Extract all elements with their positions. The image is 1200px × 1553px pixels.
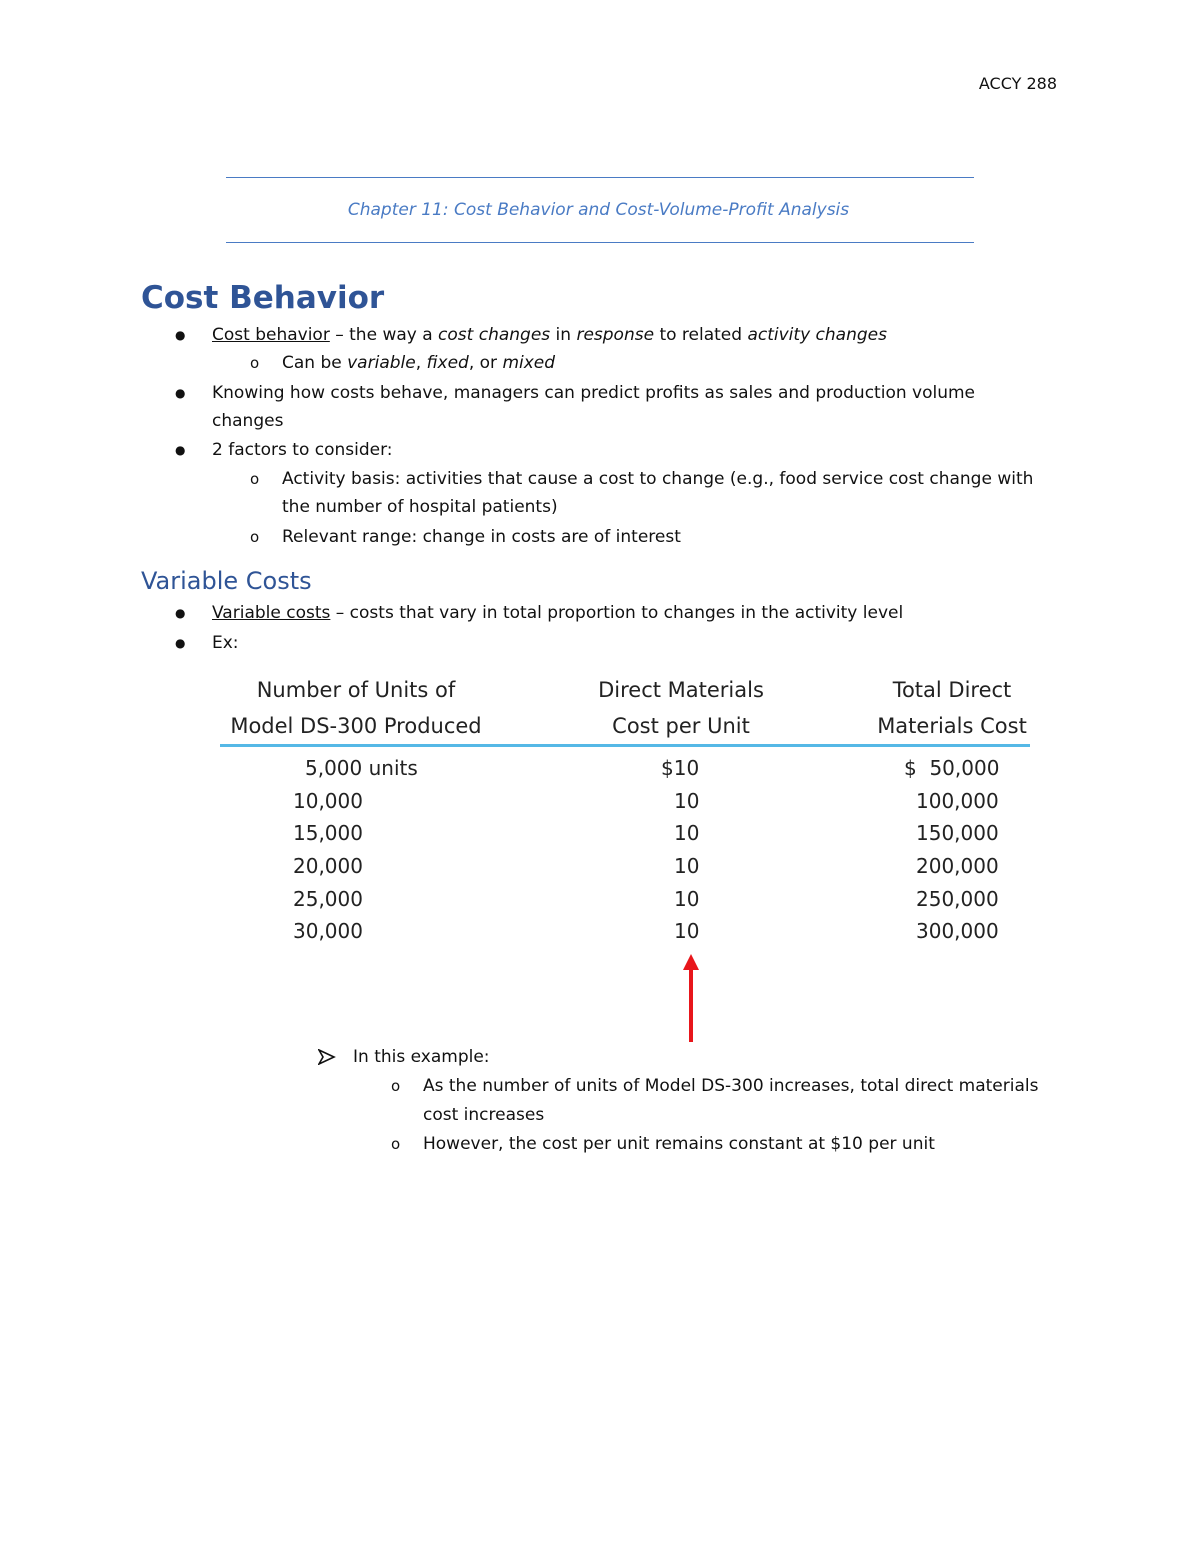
table-cell: 30,000 — [293, 919, 363, 943]
sub-bullet-icon: o — [250, 470, 260, 488]
section-heading-variable-costs: Variable Costs — [141, 567, 312, 595]
bullet-icon: ● — [175, 328, 186, 342]
bullet-ex: Ex: — [212, 633, 239, 653]
bullet-icon: ● — [175, 606, 186, 620]
bullet-icon: ● — [175, 636, 186, 650]
table-header-rule — [220, 744, 1030, 747]
sub-bullet-icon: o — [250, 354, 260, 372]
sub-bullet-activity-basis-line2: the number of hospital patients) — [282, 497, 558, 517]
sub-bullet-variable-fixed-mixed: Can be variable, fixed, or mixed — [282, 353, 556, 373]
table-cell: 250,000 — [916, 887, 999, 911]
arrowhead-bullet-icon — [318, 1049, 336, 1065]
chapter-rule-top — [226, 177, 974, 178]
table-cell: 25,000 — [293, 887, 363, 911]
table-cell: 10 — [674, 821, 700, 845]
table-cell: 5,000 units — [305, 756, 418, 780]
example-point-2: However, the cost per unit remains constant at $10 per unit — [423, 1134, 935, 1154]
table-header-total-cost: Total Direct Materials Cost — [877, 678, 1027, 738]
bullet-knowing-costs-line1: Knowing how costs behave, managers can predict profits as sales and production volume — [212, 383, 975, 403]
chapter-title: Chapter 11: Cost Behavior and Cost-Volume-Profit Analysis — [347, 200, 850, 220]
table-cell: 300,000 — [916, 919, 999, 943]
table-cell: 200,000 — [916, 854, 999, 878]
table-cell: $ 50,000 — [904, 756, 1000, 780]
bullet-two-factors: 2 factors to consider: — [212, 440, 393, 460]
course-code: ACCY 288 — [978, 74, 1057, 93]
sub-bullet-icon: o — [391, 1077, 401, 1095]
sub-bullet-relevant-range: Relevant range: change in costs are of interest — [282, 527, 681, 547]
term-variable-costs: Variable costs — [212, 603, 331, 623]
bullet-cost-behavior: Cost behavior – the way a cost changes in response to related activity changes — [212, 325, 887, 345]
bullet-variable-costs: Variable costs – costs that vary in total proportion to changes in the activity level — [212, 603, 904, 623]
table-cell: $10 — [661, 756, 700, 780]
table-cell: 10 — [674, 789, 700, 813]
direct-materials-table — [220, 672, 1032, 957]
term-cost-behavior: Cost behavior — [212, 325, 330, 345]
section-heading-cost-behavior: Cost Behavior — [141, 280, 385, 316]
table-cell: 10 — [674, 854, 700, 878]
bullet-knowing-costs-line2: changes — [212, 411, 284, 431]
sub-bullet-activity-basis-line1: Activity basis: activities that cause a cost to change (e.g., food service cost change with — [282, 469, 1034, 489]
table-cell: 20,000 — [293, 854, 363, 878]
table-cell: 10,000 — [293, 789, 363, 813]
example-point-1-line1: As the number of units of Model DS-300 increases, total direct materials — [423, 1076, 1039, 1096]
bullet-icon: ● — [175, 443, 186, 457]
table-cell: 100,000 — [916, 789, 999, 813]
red-up-arrow-icon — [680, 952, 702, 1046]
table-cell: 150,000 — [916, 821, 999, 845]
table-cell: 15,000 — [293, 821, 363, 845]
table-cell: 10 — [674, 887, 700, 911]
sub-bullet-icon: o — [250, 528, 260, 546]
chapter-rule-bottom — [226, 242, 974, 243]
table-header-cost-per-unit: Direct Materials Cost per Unit — [598, 678, 764, 738]
arrow-head — [683, 954, 699, 970]
table-cell: 10 — [674, 919, 700, 943]
sub-bullet-icon: o — [391, 1135, 401, 1153]
bullet-icon: ● — [175, 386, 186, 400]
example-point-1-line2: cost increases — [423, 1105, 545, 1125]
example-intro: In this example: — [353, 1047, 490, 1067]
table-header-units: Number of Units of Model DS-300 Produced — [230, 678, 482, 738]
